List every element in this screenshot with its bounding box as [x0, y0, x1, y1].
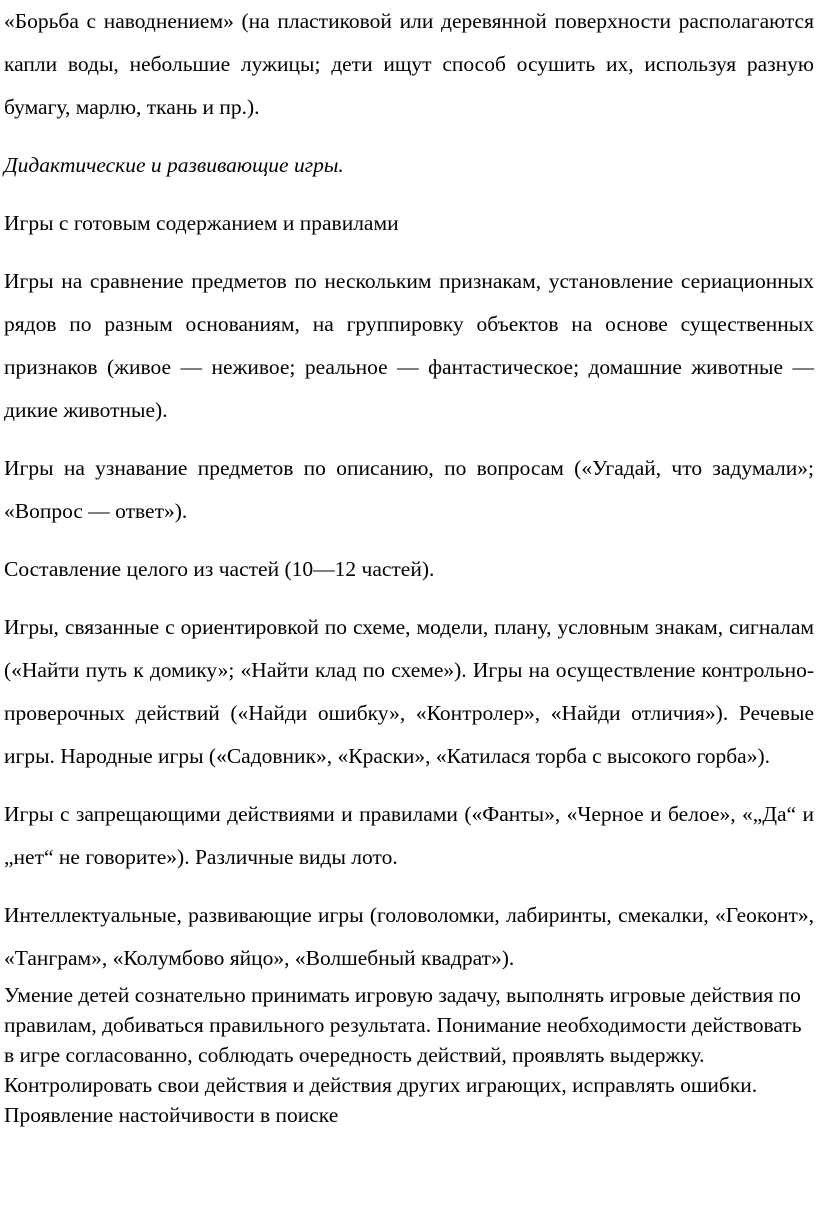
subheading-ready-content-games: Игры с готовым содержанием и правилами — [4, 211, 399, 235]
paragraph-comparison-games: Игры на сравнение предметов по нескольким признакам, установление сериационных рядов по разным основаниям, на группировку объектов на основе существенных признаков (живое — неживое; реальное — фантастическое; домашние животные — дикие животные). — [4, 269, 814, 422]
paragraph-orientation-games: Игры, связанные с ориентировкой по схеме, модели, плану, условным знакам, сигналам («Найти путь к домику»; «Найти клад по схеме»). Игры на осуществление контрольно-проверочных действий («Найди ошибку», «Контролер», «Найди отличия»). Речевые игры. Народные игры («Садовник», «Краски», «Катилася торба с высокого горба»). — [4, 615, 814, 768]
document-page — [4, 0, 814, 1130]
section-heading-didactic-games: Дидактические и развивающие игры. — [4, 153, 344, 177]
paragraph-skills: Умение детей сознательно принимать игровую задачу, выполнять игровые действия по правилам, добиваться правильного результата. Понимание необходимости действовать в игре согласованно, соблюдать очередность действий, проявлять выдержку. Контролировать свои действия и действия других играющих, исправлять ошибки. Проявление настойчивости в поиске — [4, 983, 802, 1127]
paragraph-parts-assembly: Составление целого из частей (10—12 частей). — [4, 557, 435, 581]
paragraph-flood-game: «Борьба с наводнением» (на пластиковой или деревянной поверхности располагаются капли воды, небольшие лужицы; дети ищут способ осушить их, используя разную бумагу, марлю, ткань и пр.). — [4, 9, 814, 119]
paragraph-forbidding-games: Игры с запрещающими действиями и правилами («Фанты», «Черное и белое», «„Да“ и „нет“ не говорите»). Различные виды лото. — [4, 802, 814, 869]
paragraph-intellectual-games: Интеллектуальные, развивающие игры (головоломки, лабиринты, смекалки, «Геоконт», «Танграм», «Колумбово яйцо», «Волшебный квадрат»). — [4, 903, 814, 970]
paragraph-recognition-games: Игры на узнавание предметов по описанию, по вопросам («Угадай, что задумали»; «Вопрос — ответ»). — [4, 456, 814, 523]
